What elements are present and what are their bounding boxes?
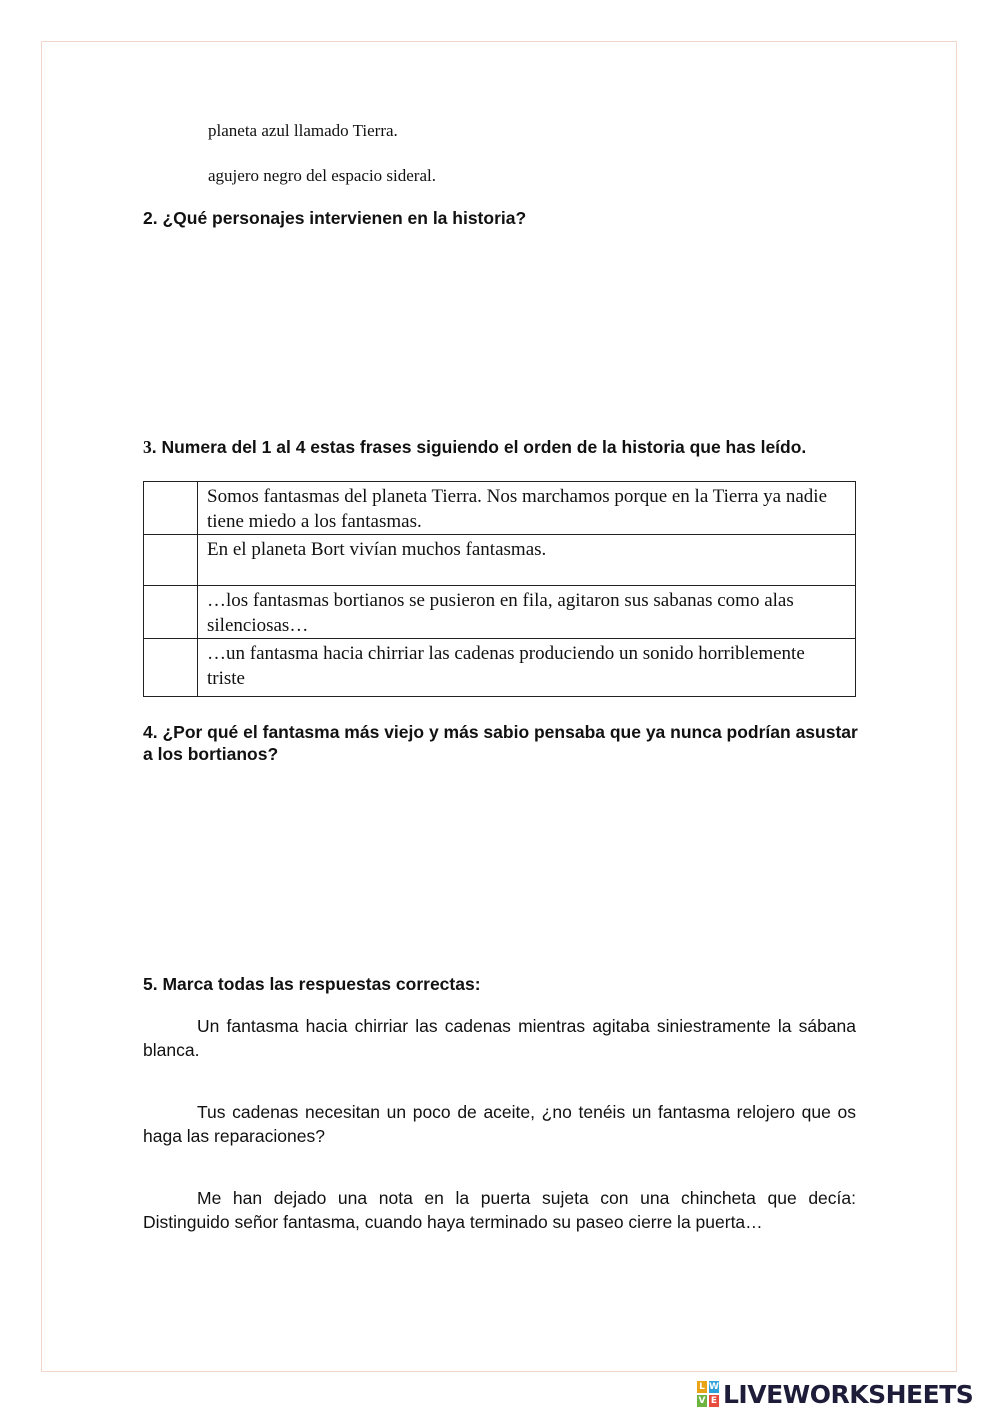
- question-4: 4. ¿Por qué el fantasma más viejo y más sabio pensaba que ya nunca podrían asustar a los bortianos?: [143, 722, 858, 764]
- question-2: 2. ¿Qué personajes intervienen en la historia?: [143, 208, 527, 228]
- brand-name: LIVEWORKSHEETS: [723, 1379, 974, 1409]
- order-number-input-3[interactable]: [144, 586, 198, 639]
- statement-3-text: Me han dejado una nota en la puerta sujeta con una chincheta que decía: Distinguido señor fantasma, cuando haya terminado su paseo cierre la puerta…: [143, 1188, 856, 1232]
- statement-1[interactable]: [143, 1014, 856, 1062]
- table-row: [144, 639, 856, 697]
- statement-1-text: Un fantasma hacia chirriar las cadenas mientras agitaba siniestramente la sábana blanca.: [143, 1016, 856, 1060]
- statement-2-text: Tus cadenas necesitan un poco de aceite, ¿no tenéis un fantasma relojero que os haga las reparaciones?: [143, 1102, 856, 1146]
- logo-letter: W: [709, 1382, 719, 1392]
- sentence-1: Somos fantasmas del planeta Tierra. Nos marchamos porque en la Tierra ya nadie tiene miedo a los fantasmas.: [198, 482, 856, 535]
- statement-2[interactable]: [143, 1100, 856, 1148]
- sentence-2: En el planeta Bort vivían muchos fantasmas.: [198, 535, 856, 586]
- answer-option-1: planeta azul llamado Tierra.: [208, 121, 398, 140]
- table-row: [144, 482, 856, 535]
- liveworksheets-logo: [697, 1379, 973, 1409]
- statement-3[interactable]: [143, 1186, 856, 1234]
- ordering-table: [143, 481, 856, 697]
- table-row: [144, 586, 856, 639]
- logo-letter: L: [697, 1381, 707, 1393]
- logo-icon: [697, 1381, 719, 1407]
- answer-option-2: agujero negro del espacio sideral.: [208, 166, 436, 185]
- table-row: [144, 535, 856, 586]
- question-3-number: 3: [143, 437, 152, 457]
- order-number-input-4[interactable]: [144, 639, 198, 697]
- question-5: 5. Marca todas las respuestas correctas:: [143, 974, 481, 994]
- order-number-input-1[interactable]: [144, 482, 198, 535]
- logo-letter: E: [710, 1396, 718, 1406]
- sentence-3: …los fantasmas bortianos se pusieron en fila, agitaron sus sabanas como alas silenciosas…: [198, 586, 856, 639]
- sentence-4: …un fantasma hacia chirriar las cadenas produciendo un sonido horriblemente triste: [198, 639, 856, 697]
- order-number-input-2[interactable]: [144, 535, 198, 586]
- question-3-text: . Numera del 1 al 4 estas frases siguiendo el orden de la historia que has leído.: [151, 437, 807, 457]
- question-3: [143, 436, 863, 458]
- logo-letter: V: [698, 1396, 706, 1406]
- page-border: [41, 41, 957, 1372]
